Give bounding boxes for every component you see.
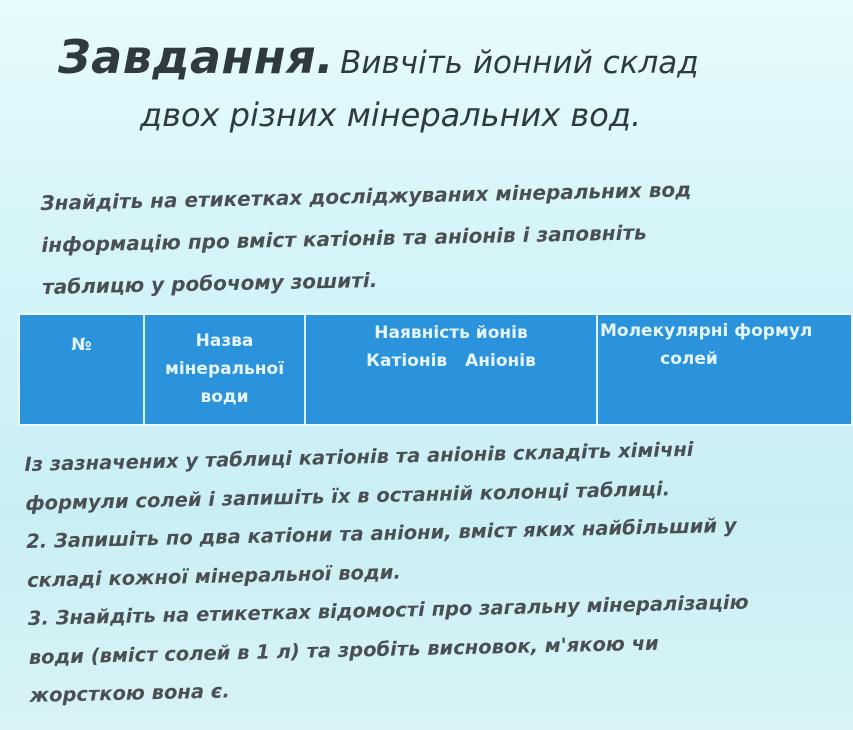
task-list <box>24 427 850 715</box>
instruction-line: таблицю у робочому зошиті. <box>41 267 378 299</box>
header-number-label: № <box>71 335 92 355</box>
header-formulas-line: солей <box>660 349 718 369</box>
instruction-line: Знайдіть на етикетках досліджуваних мінеральних вод <box>40 177 692 215</box>
header-ions-subheaders <box>306 347 596 375</box>
title-line-1: Вивчіть йонний склад <box>340 45 699 81</box>
header-cell-formulas <box>598 315 853 424</box>
header-cell-number <box>20 315 145 424</box>
task-line: жорсткою вона є. <box>29 679 230 707</box>
header-formulas-line: Молекулярні формул <box>600 321 813 341</box>
task-line: формули солей і запишіть їх в останній колонці таблиці. <box>25 476 671 515</box>
slide-title <box>58 30 848 84</box>
header-cell-water-name <box>145 315 306 424</box>
header-water-name-line: мінеральної <box>164 359 285 379</box>
header-ions-title: Наявність йонів <box>374 323 528 343</box>
task-line: Із зазначених у таблиці катіонів та аніонів складіть хімічні <box>24 437 694 476</box>
task-line: 3. Знайдіть на етикетках відомості про загальну мінералізацію <box>27 590 749 630</box>
header-water-name-line: води <box>200 387 249 407</box>
title-task-word: Завдання. <box>58 30 335 84</box>
task-line: 2. Запишіть по два катіони та аніони, вміст яких найбільший у <box>25 513 737 553</box>
instruction-paragraph <box>40 165 832 308</box>
header-anions: Аніонів <box>465 351 536 371</box>
header-cell-ions <box>306 315 598 424</box>
task-line: складі кожної мінеральної води. <box>26 559 402 592</box>
header-water-name-line: Назва <box>195 331 254 351</box>
task-line: води (вміст солей в 1 л) та зробіть висновок, м'якою чи <box>28 631 659 669</box>
header-cations: Катіонів <box>366 351 448 371</box>
title-line-2: двох різних мінеральних вод. <box>140 96 642 134</box>
instruction-line: інформацію про вміст катіонів та аніонів і заповніть <box>41 220 647 257</box>
table-header <box>18 313 853 426</box>
